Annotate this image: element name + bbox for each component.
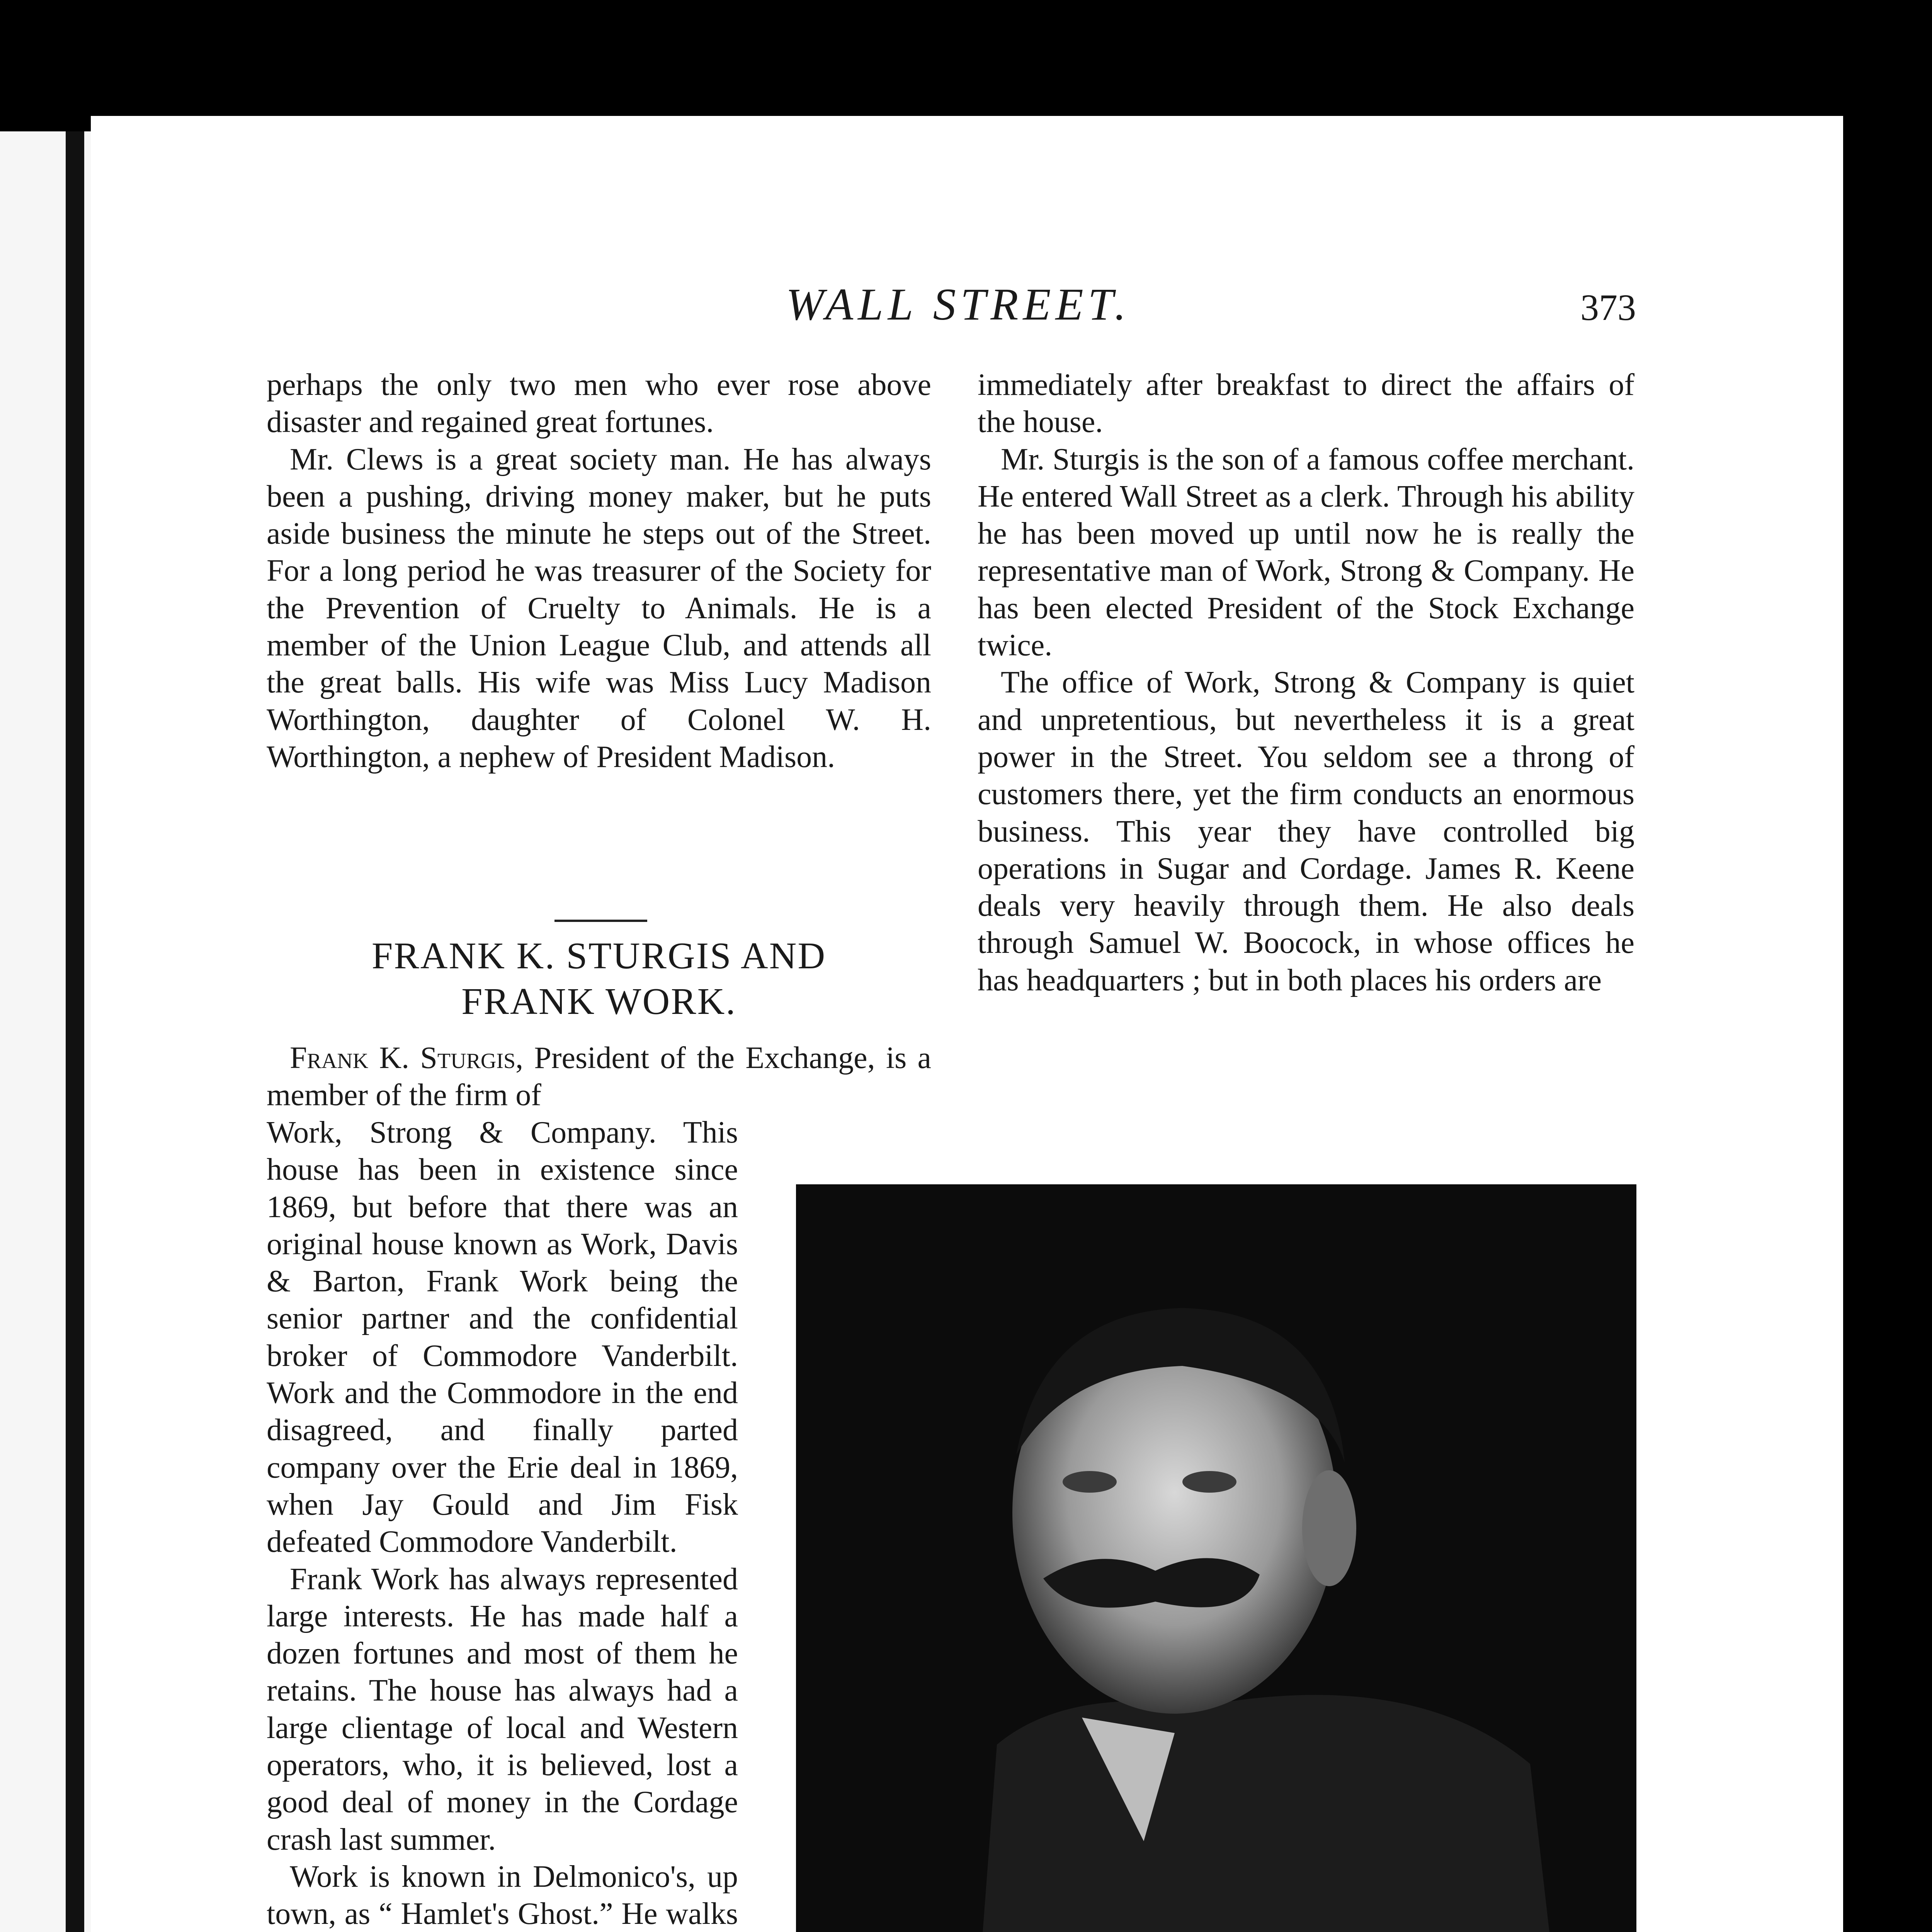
paragraph-text: President of the Exchange, is a member of the firm of <box>267 1041 931 1112</box>
heading-line: FRANK K. STURGIS AND <box>371 935 827 977</box>
page-number: 373 <box>1580 287 1636 328</box>
section-heading <box>267 933 931 1024</box>
portrait-illustration <box>796 1184 1636 1932</box>
paragraph: Mr. Clews is a great society man. He has always been a pushing, driving money maker, but he puts aside business the minute he steps out of the Street. For a long period he was treasurer of the Society for the Prevention of Cruelty to Animals. He is a member of the Union League Club, and attends all the great balls. His wife was Miss Lucy Madison Worthington, daughter of Colonel W. H. Worthington, a nephew of President Madison. <box>267 442 931 774</box>
paragraph: Work is known in Delmonico's, up town, as “ Hamlet's Ghost.” He walks <box>267 1859 738 1931</box>
portrait-photo <box>796 1184 1636 1932</box>
paragraph: Mr. Sturgis is the son of a famous coffee merchant. He entered Wall Street as a clerk. Through his ability he has been moved up until now he is really the representative man of Work, Strong & Company. He has been elected President of the Stock Exchange twice. <box>978 442 1634 663</box>
lead-name: Frank K. Sturgis, <box>290 1041 524 1075</box>
paragraph: immediately after breakfast to direct the affairs of the house. <box>978 368 1634 439</box>
paragraph: Frank Work has always represented large interests. He has made half a dozen fortunes and most of them he retains. The house has always had a large clientage of local and Western operators, who, it is believed, lost a good deal of money in the Cordage crash last summer. <box>267 1562 738 1857</box>
paragraph: perhaps the only two men who ever rose above disaster and regained great fortunes. <box>267 368 931 439</box>
section-lead <box>267 1039 931 1114</box>
left-column-narrow <box>267 1114 738 1932</box>
book-gutter <box>66 131 84 1932</box>
right-column-top <box>978 366 1634 999</box>
left-column-top <box>267 366 931 776</box>
paragraph: The office of Work, Strong & Company is quiet and unpretentious, but nevertheless it is a great power in the Street. You seldom see a throng of customers there, yet the firm conducts an enormous business. This year they have controlled big operations in Sugar and Cordage. James R. Keene deals very heavily through them. He also deals through Samuel W. Boocock, in whose offices he has headquarters ; but in both places his orders are <box>978 665 1634 997</box>
paragraph-lead <box>267 1039 931 1114</box>
section-rule <box>554 920 647 922</box>
paragraph-cont: Work, Strong & Company. This house has been in existence since 1869, but before that there was an original house known as Work, Davis & Barton, Frank Work being the senior partner and the confidential broker of Commodore Vanderbilt. Work and the Commodore in the end disagreed, and finally parted company over the Erie deal in 1869, when Jay Gould and Jim Fisk defeated Commodore Vanderbilt. <box>267 1116 738 1559</box>
running-head: WALL STREET. <box>786 279 1131 330</box>
heading-line: FRANK WORK. <box>461 981 736 1022</box>
